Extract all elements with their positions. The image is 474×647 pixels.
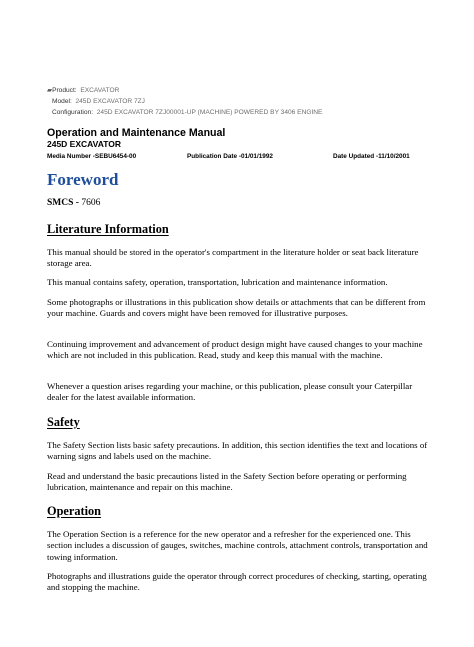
smcs-label: SMCS - [47, 198, 79, 208]
model-value: 245D EXCAVATOR 7ZJ [75, 98, 145, 105]
safety-paragraph: Read and understand the basic precautions listed in the Safety Section before operating or performing lubrication, maintenance and repair on this machine. [47, 471, 407, 493]
safety-paragraph: The Safety Section lists basic safety precautions. In addition, this section identifies the text and locations of warning signs and labels used on the machine. [47, 440, 428, 462]
configuration-row [47, 107, 322, 118]
product-metadata [47, 85, 322, 118]
product-row [47, 85, 322, 96]
media-number: Media Number -SEBU6454-00 [47, 153, 137, 160]
operation-paragraph: Photographs and illustrations guide the operator through correct procedures of checking, starting, operating and stopping the machine. [47, 571, 427, 593]
date-updated: Date Updated -11/10/2001 [333, 153, 410, 160]
model-label: Model: [52, 98, 72, 105]
model-row [47, 96, 322, 107]
publication-date: Publication Date -01/01/1992 [187, 153, 273, 160]
literature-paragraph: Whenever a question arises regarding your machine, or this publication, please consult your Caterpillar dealer for the latest available information. [47, 381, 413, 403]
manual-title: Operation and Maintenance Manual [47, 127, 226, 139]
smcs-value: 7606 [81, 198, 101, 208]
manual-subtitle: 245D EXCAVATOR [47, 139, 122, 149]
page-title: Foreword [47, 170, 119, 189]
literature-paragraph: Some photographs or illustrations in this publication show details or attachments that can be different from your machine. Guards and covers might have been removed for illustrative purposes. [47, 297, 426, 319]
smcs-code [47, 198, 100, 208]
literature-paragraph: This manual contains safety, operation, transportation, lubrication and maintenance information. [47, 277, 388, 287]
configuration-value: 245D EXCAVATOR 7ZJ00001-UP (MACHINE) POWERED BY 3406 ENGINE [96, 109, 323, 116]
literature-heading: Literature Information [47, 222, 169, 236]
product-value: EXCAVATOR [80, 87, 120, 94]
operation-paragraph: The Operation Section is a reference for the new operator and a refresher for the experienced one. This section includes a discussion of gauges, switches, machine controls, attachment controls, transportation and towing information. [47, 529, 428, 562]
safety-heading: Safety [47, 415, 80, 429]
product-label: Product: [52, 87, 77, 94]
literature-paragraph: Continuing improvement and advancement of product design might have caused changes to your machine which are not included in this publication. Read, study and keep this manual with the machine. [47, 339, 423, 361]
document-icon: ▰ [47, 87, 53, 94]
literature-paragraph: This manual should be stored in the operator's compartment in the literature holder or seat back literature storage area. [47, 247, 419, 269]
configuration-label: Configuration: [52, 109, 94, 116]
operation-heading: Operation [47, 504, 101, 518]
